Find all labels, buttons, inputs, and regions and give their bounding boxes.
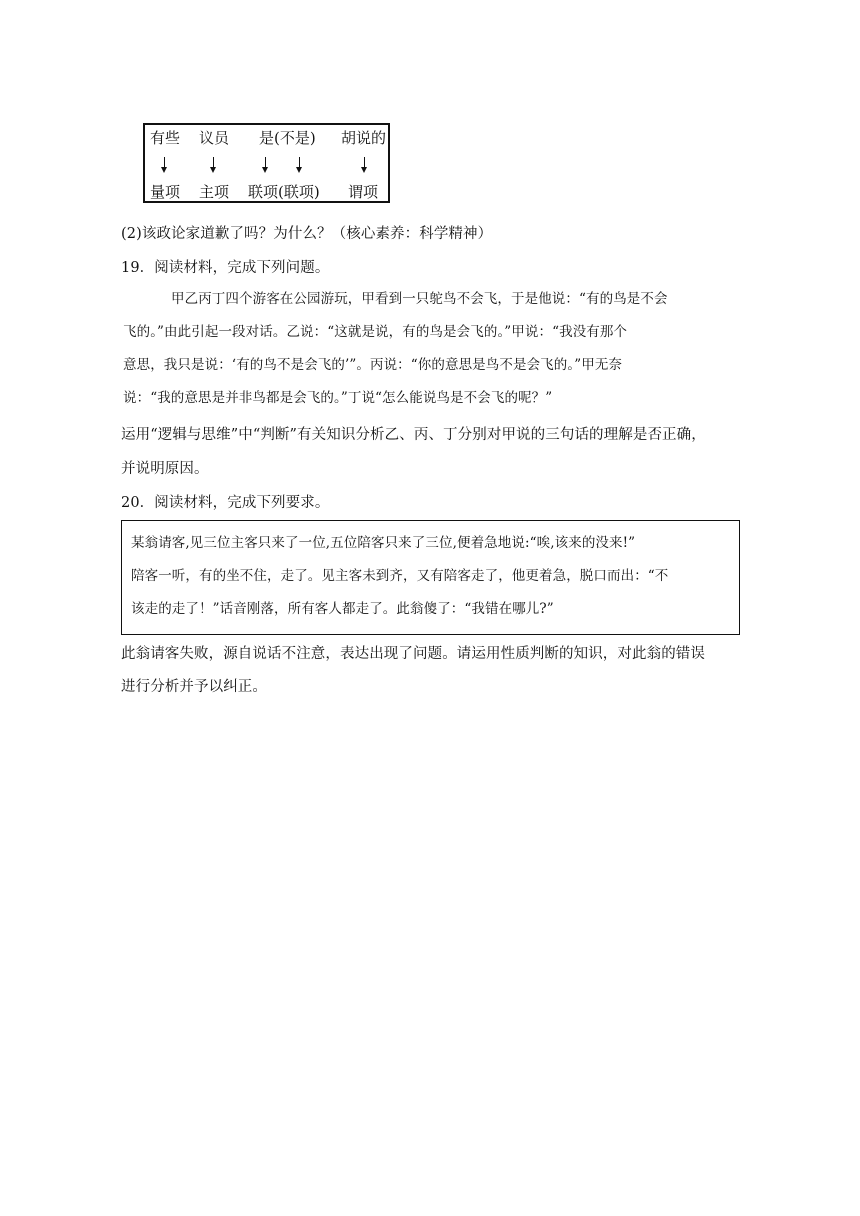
question-20-material-line: 该走的走了！”话音刚落，所有客人都走了。此翁傻了：“我错在哪儿?”	[131, 601, 554, 617]
question-19-material-line: 意思，我只是说：‘有的鸟不是会飞的’”。丙说：“你的意思是鸟不是会飞的。”甲无奈	[123, 357, 623, 373]
question-19-prompt-line: 运用“逻辑与思维”中“判断”有关知识分析乙、丙、丁分别对甲说的三句话的理解是否正确，	[121, 427, 706, 443]
question-19-material-line: 说：“我的意思是并非鸟都是会飞的。”丁说“怎么能说鸟是不会飞的呢？”	[123, 390, 553, 406]
diagram-term-quantifier: 有些	[150, 129, 181, 147]
diagram-label-subject: 主项	[199, 183, 230, 201]
question-19-prompt-line: 并说明原因。	[121, 461, 209, 477]
diagram-label-copula: 联项(联项)	[248, 183, 320, 201]
diagram-term-predicate: 胡说的	[341, 129, 387, 147]
question-20-prompt-line: 此翁请客失败，源自说话不注意，表达出现了问题。请运用性质判断的知识，对此翁的错误	[121, 646, 705, 662]
diagram-term-subject: 议员	[199, 129, 230, 147]
proposition-structure-diagram	[143, 123, 390, 203]
question-19-heading: 19．阅读材料，完成下列问题。	[121, 260, 330, 276]
question-19-material-line: 甲乙丙丁四个游客在公园游玩，甲看到一只鸵鸟不会飞，于是他说：“有的鸟是不会	[171, 291, 668, 307]
diagram-term-copula: 是(不是)	[259, 129, 316, 147]
question-19-material-line: 飞的。”由此引起一段对话。乙说：“这就是说，有的鸟是会飞的。”甲说：“我没有那个	[123, 324, 628, 340]
question-20-material-line: 陪客一听，有的坐不住，走了。见主客未到齐，又有陪客走了，他更着急，脱口而出：“不	[131, 568, 669, 584]
question-20-heading: 20．阅读材料，完成下列要求。	[121, 495, 330, 511]
question-20-prompt-line: 进行分析并予以纠正。	[121, 679, 267, 695]
question-20-material-line: 某翁请客,见三位主客只来了一位,五位陪客只来了三位,便着急地说:“唉,该来的没来!”	[131, 535, 636, 551]
diagram-label-quantifier: 量项	[150, 183, 181, 201]
question-18-part-2: (2)该政论家道歉了吗？为什么？（核心素养：科学精神）	[121, 226, 493, 242]
diagram-label-predicate: 谓项	[348, 183, 379, 201]
